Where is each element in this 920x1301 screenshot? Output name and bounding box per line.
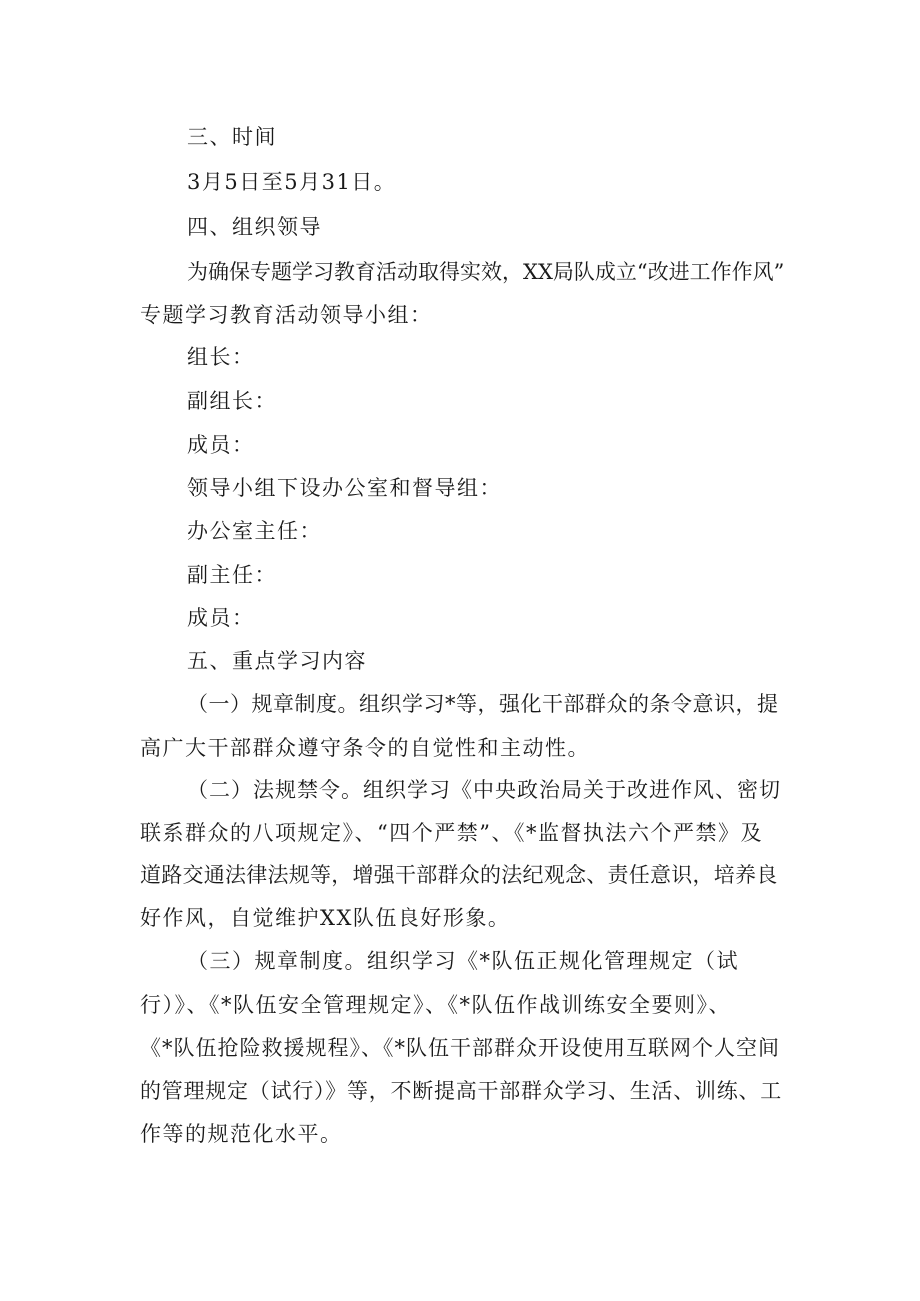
paragraph-line: 专题学习教育活动领导小组： — [140, 303, 433, 327]
paragraph-line: 好作风，自觉维护XX队伍良好形象。 — [140, 906, 511, 930]
paragraph-line: （一）规章制度。组织学习*等，强化干部群众的条令意识，提 — [187, 692, 779, 716]
deputy-director-label: 副主任： — [187, 563, 277, 587]
office-setup-text: 领导小组下设办公室和督导组： — [187, 476, 502, 500]
group-leader-label: 组长： — [187, 345, 255, 369]
paragraph-line: 作等的规范化水平。 — [140, 1122, 343, 1146]
section-heading-study-content: 五、重点学习内容 — [187, 649, 367, 673]
paragraph-line: 高广大干部群众遵守条令的自觉性和主动性。 — [140, 736, 590, 760]
paragraph-line: （三）规章制度。组织学习《*队伍正规化管理规定（试 — [187, 949, 739, 973]
paragraph-line: 行）》、《*队伍安全管理规定》、《*队伍作战训练安全要则》、 — [140, 993, 731, 1017]
section-heading-time: 三、时间 — [187, 125, 277, 149]
deputy-leader-label: 副组长： — [187, 389, 277, 413]
members-label: 成员： — [187, 433, 255, 457]
paragraph-line: 道路交通法律法规等，增强干部群众的法纪观念、责任意识，培养良 — [140, 863, 778, 887]
office-members-label: 成员： — [187, 606, 255, 630]
office-director-label: 办公室主任： — [187, 519, 322, 543]
paragraph-line: 《*队伍抢险救援规程》、《*队伍干部群众开设使用互联网个人空间 — [140, 1036, 780, 1060]
paragraph-line: 的管理规定（试行）》等，不断提高干部群众学习、生活、训练、工 — [140, 1079, 782, 1103]
section-heading-leadership: 四、组织领导 — [187, 215, 322, 239]
paragraph-line: （二）法规禁令。组织学习《中央政治局关于改进作风、密切 — [187, 778, 781, 802]
paragraph-line: 为确保专题学习教育活动取得实效，XX局队成立“改进工作作风” — [187, 260, 785, 284]
time-range-text: 3月5日至5月31日。 — [187, 170, 397, 194]
paragraph-line: 联系群众的八项规定》、“四个严禁”、《*监督执法六个严禁》及 — [140, 821, 763, 845]
